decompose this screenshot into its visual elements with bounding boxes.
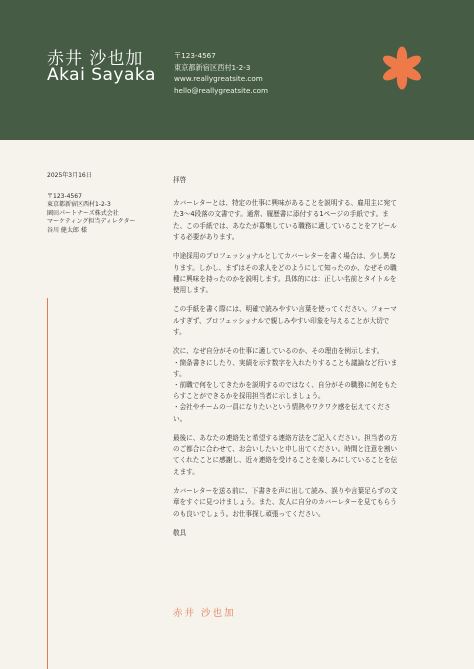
letter-body bbox=[173, 175, 435, 548]
recipient-block bbox=[47, 172, 167, 236]
text-line: この手紙を書く際には、明確で読みやすい言葉を使ってください。フォーマ bbox=[173, 305, 397, 314]
text-line: えます。 bbox=[173, 467, 199, 476]
bullet-line: ・箇条書きにしたり、実績を示す数字を入れたりすることも議論など行いま bbox=[173, 358, 398, 367]
paragraph bbox=[173, 304, 435, 338]
name-japanese: 赤井 沙也加 bbox=[47, 49, 144, 69]
text-line: のご都合に合わせて、お会いしたいと申し出てください。時間と注意を割い bbox=[173, 445, 398, 454]
bullet-line: い。 bbox=[173, 414, 187, 423]
text-line: た、この手紙では、あなたが募集している職務に適していることをアピール bbox=[173, 221, 397, 230]
flower-icon bbox=[380, 46, 424, 90]
text-line: 種に興味を持ったのかを説明します。具体的には：正しい名前とタイトルを bbox=[173, 274, 397, 283]
text-line: 最後に、あなたの連絡先と希望する連絡方法をご記入ください。担当者の方 bbox=[173, 434, 398, 443]
text-line: ります。しかし、まずはその求人をどのようにして知ったのか、なぜその職 bbox=[173, 263, 397, 272]
text-line: 章をすぐに見つけましょう。また、友人に自分のカバーレターを見てもらう bbox=[173, 498, 397, 507]
recipient-line: 園田パートナーズ株式会社 bbox=[47, 209, 119, 217]
recipient-line: 谷川 健太郎 様 bbox=[47, 226, 87, 234]
text-line: する必要があります。 bbox=[173, 232, 239, 241]
text-line: のも良いでしょう。お仕事探し頑張ってください。 bbox=[173, 509, 325, 518]
bullet-line: ・前職で何をしてきたかを説明するのではなく、自分がその職務に何をもた bbox=[173, 380, 398, 389]
recipient-line: 〒123-4567 bbox=[47, 192, 82, 200]
address: 東京都新宿区西村1-2-3 bbox=[174, 62, 251, 72]
bullet-line: らすことができるかを採用担当者に示しましょう。 bbox=[173, 392, 325, 401]
recipient-line: マーケティング担当ディレクター bbox=[47, 218, 136, 226]
postal-code: 〒123-4567 bbox=[174, 51, 216, 60]
closing: 敬具 bbox=[173, 529, 187, 538]
text-line: 使用します。 bbox=[173, 285, 213, 294]
bullet-line: す。 bbox=[173, 369, 186, 378]
paragraph bbox=[173, 346, 435, 424]
text-line: てくれたことに感謝し、近々連絡を受けることを楽しみにしていることを伝 bbox=[173, 456, 398, 465]
text-line: カバーレターとは、特定の仕事に興味があることを説明する、雇用主に宛て bbox=[173, 199, 397, 208]
text-line: 次に、なぜ自分がその仕事に適しているのか、その理由を例示します。 bbox=[173, 347, 384, 356]
bullet-line: ・会社やチームの一員になりたいという情熱やワクワク感を伝えてくださ bbox=[173, 403, 391, 412]
text-line: す。 bbox=[173, 327, 186, 336]
paragraph bbox=[173, 251, 435, 296]
website[interactable]: www.reallygreatsite.com bbox=[174, 74, 263, 84]
text-line: カバーレターを送る前に、下書きを声に出して読み、誤りや言葉足らずの文 bbox=[173, 487, 398, 496]
paragraph bbox=[173, 486, 435, 520]
recipient-line: 東京都新宿区西村1-2-3 bbox=[47, 201, 111, 209]
letter-date: 2025年3月16日 bbox=[47, 172, 92, 179]
greeting: 拝啓 bbox=[173, 176, 187, 184]
recipient-address bbox=[47, 193, 167, 236]
name-english: Akai Sayaka bbox=[47, 65, 156, 85]
signature: 赤井 沙也加 bbox=[173, 608, 236, 619]
text-line: 中途採用のプロフェッショナルとしてカバーレターを書く場合は、少し異な bbox=[173, 252, 396, 261]
paragraph bbox=[173, 433, 435, 478]
email[interactable]: hello@reallygreatsite.com bbox=[174, 85, 269, 95]
paragraph bbox=[173, 198, 435, 243]
accent-divider bbox=[47, 298, 48, 669]
contact-info bbox=[174, 50, 268, 96]
text-line: た3〜4段落の文書です。通常、履歴書に添付する1ページの手紙です。ま bbox=[173, 210, 389, 219]
text-line: ルすぎず、プロフェッショナルで親しみやすい印象を与えることが大切で bbox=[173, 316, 390, 325]
header-banner bbox=[0, 0, 474, 140]
